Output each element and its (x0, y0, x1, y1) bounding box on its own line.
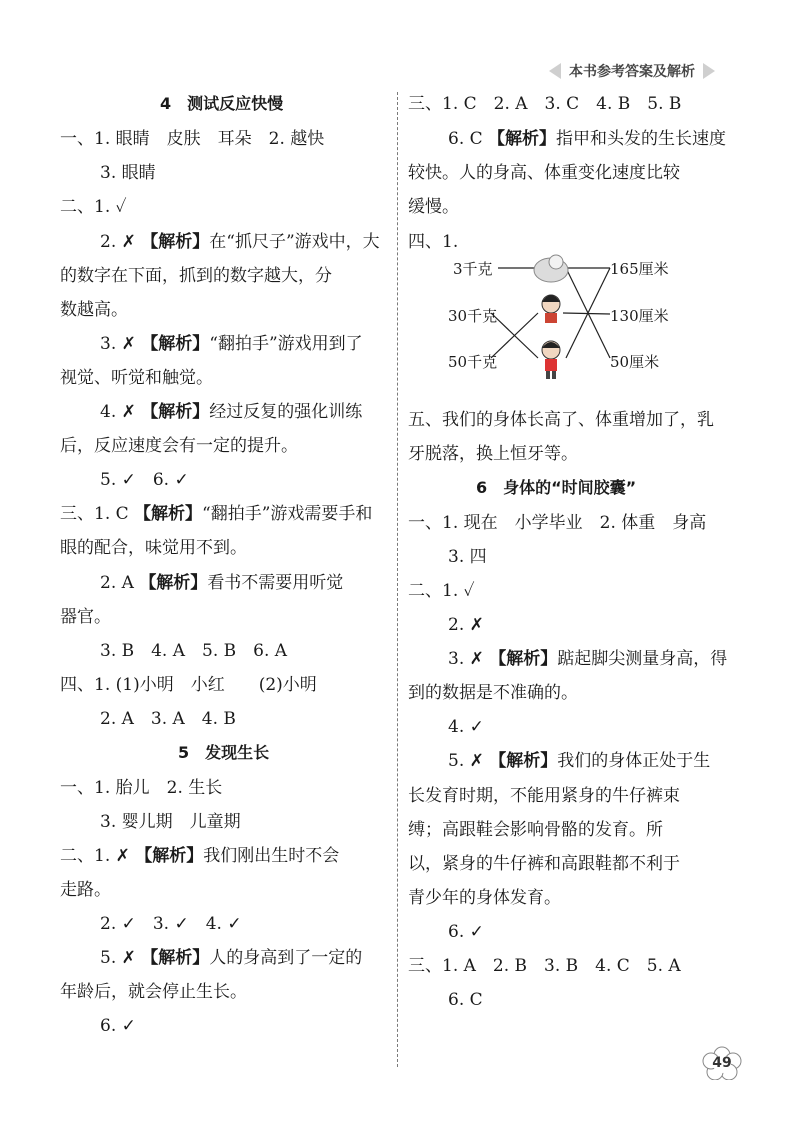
answer-line: 牙脱落，换上恒牙等。 (408, 444, 578, 464)
answer-number: 三、1. C (60, 504, 129, 524)
analysis-tag: 【解析】 (141, 334, 210, 354)
answer-text: 看书不需要用听觉 (207, 573, 344, 593)
answer-text: 经过反复的强化训练 (209, 402, 363, 422)
matching-lines (448, 248, 708, 390)
answer-line: 青少年的身体发育。 (408, 888, 561, 908)
header-right-triangle-icon (703, 63, 715, 79)
section-5-title: 5 发现生长 (178, 743, 270, 762)
height-label: 130厘米 (610, 307, 669, 325)
answer-line: 年龄后，就会停止生长。 (60, 982, 247, 1002)
answer-number: 6. C (448, 129, 483, 149)
page-number: 49 (712, 1055, 732, 1071)
answer-line: 4. ✓ (448, 717, 484, 737)
answer-line (100, 230, 380, 254)
analysis-tag: 【解析】 (135, 846, 204, 866)
answer-line (60, 502, 372, 526)
answer-line (100, 332, 363, 356)
analysis-tag: 【解析】 (141, 948, 210, 968)
answer-line: 四、1. (408, 232, 459, 252)
answer-line: 眼的配合，味觉用不到。 (60, 538, 247, 558)
answer-line: 2. ✗ (448, 615, 484, 635)
answer-text: 我们的身体正处于生 (557, 751, 711, 771)
answer-text: 指甲和头发的生长速度 (556, 129, 727, 149)
page-header (532, 58, 732, 84)
answer-line: 一、1. 现在 小学毕业 2. 体重 身高 (408, 513, 707, 533)
girl-icon (542, 295, 560, 323)
answer-number: 5. ✗ (100, 948, 136, 968)
answer-number: 3. ✗ (100, 334, 136, 354)
answer-line: 二、1. ✓ (60, 197, 127, 217)
header-left-triangle-icon (549, 63, 561, 79)
answer-line (100, 946, 362, 970)
answer-line: 3. 婴儿期 儿童期 (100, 812, 241, 832)
answer-line: 5. ✓ 6. ✓ (100, 470, 189, 490)
answer-line (100, 400, 362, 424)
answer-line (448, 127, 726, 151)
answer-line: 后，反应速度会有一定的提升。 (60, 436, 298, 456)
header-title: 本书参考答案及解析 (569, 64, 695, 80)
answer-line: 缓慢。 (408, 197, 459, 217)
analysis-tag: 【解析】 (141, 402, 210, 422)
analysis-tag: 【解析】 (489, 649, 558, 669)
answer-number: 二、1. ✗ (60, 846, 130, 866)
answer-line (100, 571, 343, 595)
answer-line: 2. A 3. A 4. B (100, 709, 236, 729)
weight-label: 50千克 (448, 353, 498, 371)
answer-number: 5. ✗ (448, 751, 484, 771)
matching-diagram (448, 248, 708, 390)
answer-line (448, 647, 727, 671)
analysis-tag: 【解析】 (134, 504, 203, 524)
answer-line: 走路。 (60, 880, 111, 900)
answer-line: 3. 四 (448, 547, 487, 567)
weight-label: 30千克 (448, 307, 498, 325)
answer-line: 视觉、听觉和触觉。 (60, 368, 213, 388)
answer-line: 3. B 4. A 5. B 6. A (100, 641, 288, 661)
answer-line: 一、1. 胎儿 2. 生长 (60, 778, 223, 798)
analysis-tag: 【解析】 (139, 573, 208, 593)
answer-line: 缚；高跟鞋会影响骨骼的发育。所 (408, 820, 663, 840)
height-label: 165厘米 (610, 260, 669, 278)
answer-line: 6. ✓ (100, 1016, 136, 1036)
answer-line: 二、1. ✓ (408, 581, 475, 601)
answer-text: “翻拍手”游戏需要手和 (202, 504, 373, 524)
weight-label: 3千克 (453, 260, 493, 278)
answer-line (60, 844, 339, 868)
answer-number: 2. A (100, 573, 134, 593)
column-divider (397, 92, 398, 1067)
answer-line: 四、1. (1)小明 小红 (2)小明 (60, 675, 317, 695)
answer-text: 人的身高到了一定的 (209, 948, 363, 968)
answer-line: 较快。人的身高、体重变化速度比较 (408, 163, 680, 183)
answer-line: 6. ✓ (448, 922, 484, 942)
answer-line (448, 749, 710, 773)
answer-text: “翻拍手”游戏用到了 (209, 334, 363, 354)
answer-text: 我们刚出生时不会 (203, 846, 340, 866)
answer-line: 6. C (448, 990, 483, 1010)
answer-number: 4. ✗ (100, 402, 136, 422)
answer-line: 一、1. 眼睛 皮肤 耳朵 2. 越快 (60, 129, 325, 149)
answer-number: 2. ✗ (100, 232, 136, 252)
analysis-tag: 【解析】 (141, 232, 210, 252)
page-number-badge (702, 1046, 742, 1080)
section-6-title: 6 身体的“时间胶囊” (476, 478, 637, 497)
analysis-tag: 【解析】 (489, 751, 558, 771)
height-label: 50厘米 (610, 353, 660, 371)
section-4-title: 4 测试反应快慢 (160, 94, 284, 113)
answer-line: 五、我们的身体长高了、体重增加了，乳 (408, 410, 714, 430)
answer-line: 以，紧身的牛仔裤和高跟鞋都不利于 (408, 854, 680, 874)
answer-text: 在“抓尺子”游戏中，大 (209, 232, 380, 252)
answer-line: 数越高。 (60, 300, 128, 320)
answer-line: 长发育时期，不能用紧身的牛仔裤束 (408, 786, 680, 806)
answer-line: 2. ✓ 3. ✓ 4. ✓ (100, 914, 242, 934)
answer-line: 的数字在下面，抓到的数字越大，分 (60, 266, 332, 286)
answer-text: 踮起脚尖测量身高，得 (557, 649, 728, 669)
answer-line: 器官。 (60, 607, 111, 627)
answer-line: 三、1. C 2. A 3. C 4. B 5. B (408, 94, 682, 114)
answer-line: 三、1. A 2. B 3. B 4. C 5. A (408, 956, 681, 976)
analysis-tag: 【解析】 (488, 129, 557, 149)
answer-number: 3. ✗ (448, 649, 484, 669)
baby-icon (534, 255, 568, 282)
answer-line: 到的数据是不准确的。 (408, 683, 578, 703)
boy-icon (542, 341, 560, 379)
answer-line: 3. 眼睛 (100, 163, 156, 183)
